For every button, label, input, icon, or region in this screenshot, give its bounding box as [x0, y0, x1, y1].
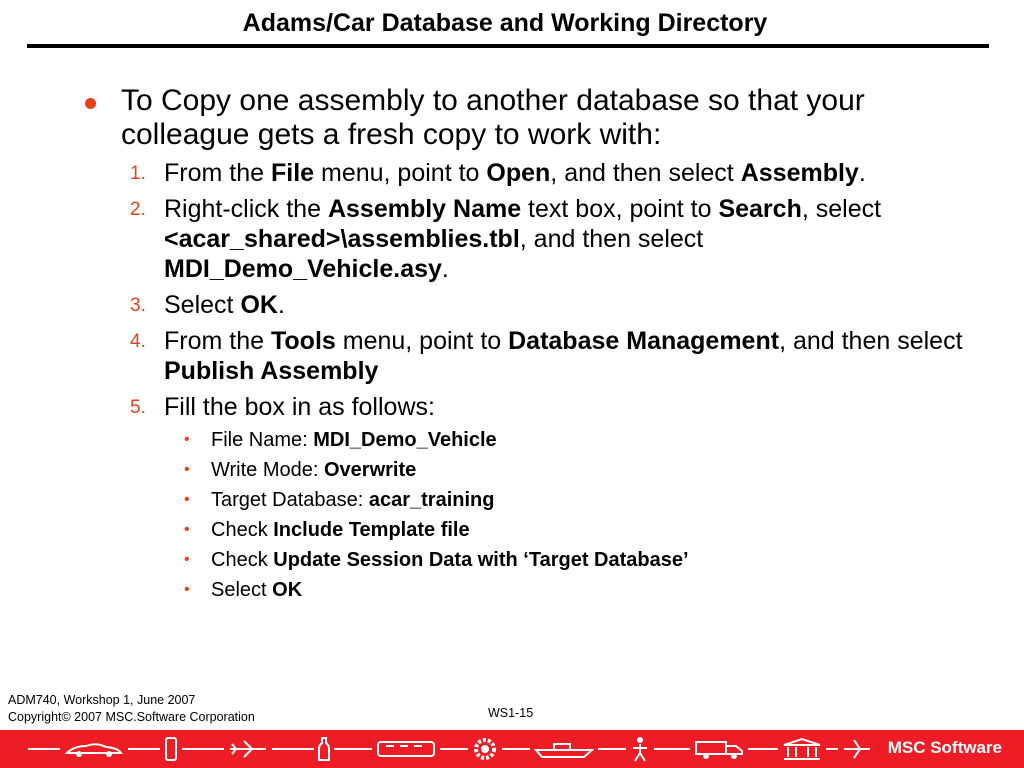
page-number: WS1-15 — [488, 706, 534, 720]
step-keyword: MDI_Demo_Vehicle.asy — [164, 255, 442, 283]
sub-value: acar_training — [368, 489, 495, 511]
msc-logo: MSC Software — [887, 738, 1002, 757]
sub-bullet-icon: • — [184, 581, 190, 598]
step-item — [80, 326, 980, 386]
sub-label: File Name: — [211, 429, 314, 451]
sub-bullet-icon: • — [184, 491, 190, 508]
sub-item — [80, 578, 980, 602]
step-item — [80, 290, 980, 320]
sub-label: Write Mode: — [211, 459, 324, 481]
step-number: 5. — [130, 397, 146, 418]
sub-item — [80, 488, 980, 512]
step-keyword: Assembly Name — [327, 195, 522, 223]
ship-icon — [530, 736, 598, 762]
step-text: text box, point to — [521, 195, 719, 223]
step-item — [80, 194, 980, 284]
step-text: , and then select — [779, 327, 963, 355]
step-keyword: Assembly — [740, 159, 859, 187]
building-icon — [778, 736, 826, 762]
sub-item — [80, 518, 980, 542]
car-icon — [60, 736, 128, 762]
step-keyword: Search — [718, 195, 802, 223]
slide-content — [80, 84, 980, 608]
step-list — [80, 158, 980, 422]
step-text: . — [277, 291, 285, 319]
sub-item — [80, 428, 980, 452]
step-keyword: OK — [240, 291, 278, 319]
sub-item — [80, 548, 980, 572]
step-number: 3. — [130, 295, 146, 316]
intro-text: To Copy one assembly to another database so that your colleague gets a fresh copy to work with: — [121, 84, 865, 151]
step-text: Select — [164, 291, 241, 319]
sub-value: OK — [272, 579, 303, 601]
sub-value: Include Template file — [273, 519, 470, 541]
sub-bullet-icon: • — [184, 461, 190, 478]
sub-list — [80, 428, 980, 602]
sub-value: MDI_Demo_Vehicle — [313, 429, 497, 451]
step-item — [80, 158, 980, 188]
title-divider — [27, 44, 989, 48]
bottle-icon — [314, 736, 334, 762]
sub-bullet-icon: • — [184, 551, 190, 568]
truck-icon — [690, 736, 748, 762]
step-number: 1. — [130, 163, 146, 184]
footer-copyright: Copyright© 2007 MSC.Software Corporation — [8, 710, 255, 724]
train-icon — [372, 736, 440, 762]
step-text: , and then select — [550, 159, 741, 187]
step-number: 4. — [130, 331, 146, 352]
step-number: 2. — [130, 199, 146, 220]
sub-value: Update Session Data with ‘Target Database’ — [273, 549, 689, 571]
sub-bullet-icon: • — [184, 431, 190, 448]
sub-item — [80, 458, 980, 482]
sub-label: Check — [211, 519, 274, 541]
sub-value: Overwrite — [324, 459, 417, 481]
footer-band — [0, 730, 1024, 768]
step-text: menu, point to — [335, 327, 509, 355]
step-keyword: <acar_shared>\assemblies.tbl — [164, 225, 520, 253]
sub-label: Target Database: — [211, 489, 369, 511]
gear-icon — [468, 736, 502, 762]
phone-icon — [160, 736, 182, 762]
footer-info — [8, 692, 255, 726]
jet-icon — [224, 736, 272, 762]
step-keyword: Open — [486, 159, 551, 187]
step-keyword: Tools — [270, 327, 336, 355]
step-text: Fill the box in as follows: — [164, 393, 435, 421]
step-keyword: Database Management — [508, 327, 780, 355]
step-text: . — [441, 255, 449, 283]
step-text: Right-click the — [164, 195, 328, 223]
sub-label: Select — [211, 579, 273, 601]
step-text: , select — [801, 195, 882, 223]
step-text: From the — [164, 327, 271, 355]
slide-title: Adams/Car Database and Working Directory — [242, 9, 768, 37]
person-icon — [626, 736, 654, 762]
step-text: , and then select — [519, 225, 704, 253]
step-text: . — [858, 159, 866, 187]
intro-bullet — [80, 84, 980, 152]
step-keyword: File — [270, 159, 315, 187]
step-text: menu, point to — [314, 159, 487, 187]
plane-icon — [838, 736, 876, 762]
sub-label: Check — [211, 549, 274, 571]
footer-course: ADM740, Workshop 1, June 2007 — [8, 693, 196, 707]
bullet-icon — [85, 98, 96, 109]
step-item — [80, 392, 980, 422]
step-keyword: Publish Assembly — [164, 357, 379, 385]
step-text: From the — [164, 159, 271, 187]
sub-bullet-icon: • — [184, 521, 190, 538]
